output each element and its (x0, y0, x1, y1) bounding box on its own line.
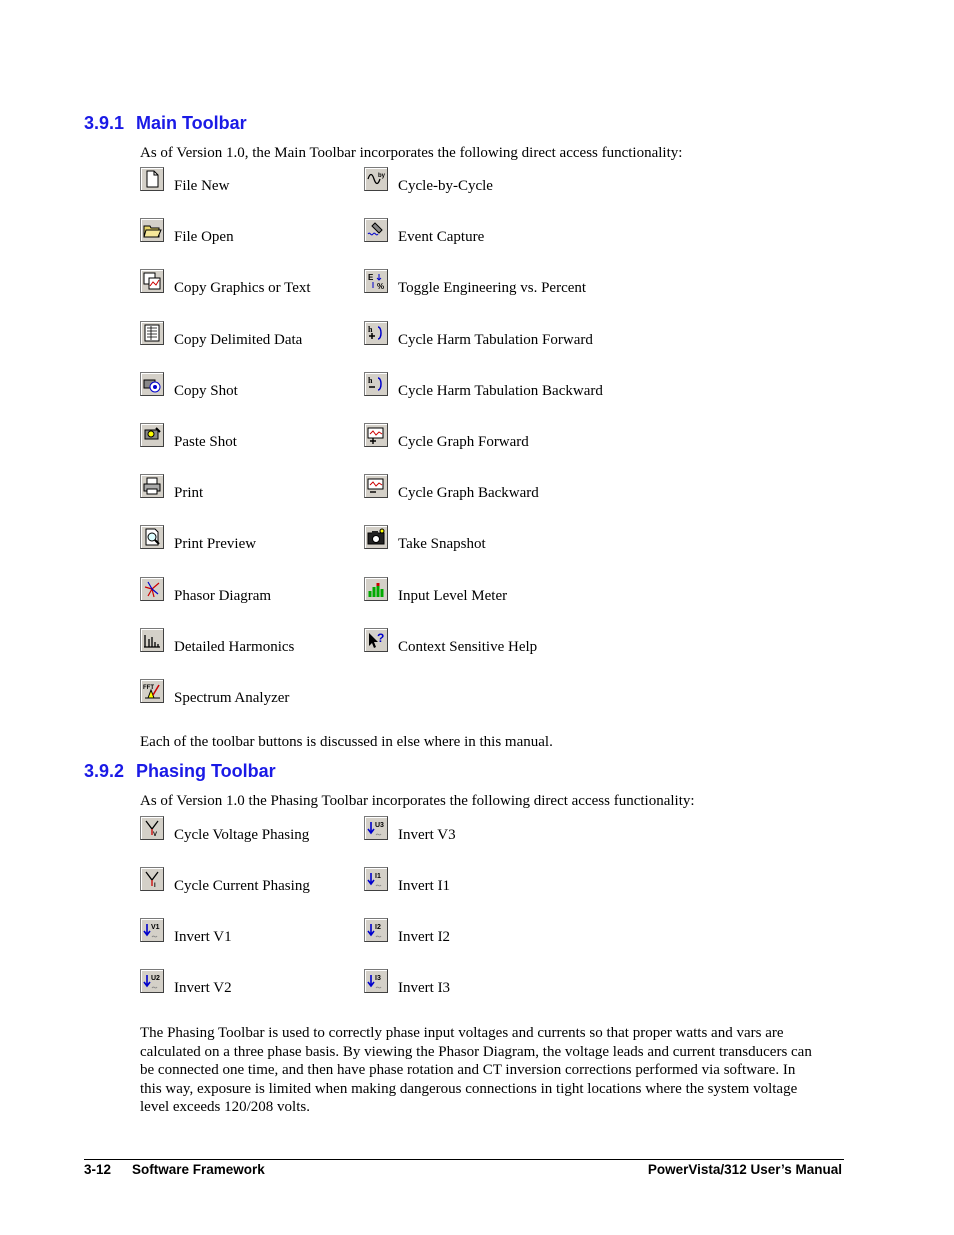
copy-graphics-icon (140, 269, 164, 293)
toolbar-item-label: Take Snapshot (398, 536, 486, 553)
toolbar-item (364, 421, 529, 451)
toolbar-item-label: Copy Delimited Data (174, 331, 303, 348)
svg-text:I3: I3 (375, 975, 381, 982)
toolbar-item (140, 865, 310, 895)
description-line: level exceeds 120/208 volts. (140, 1099, 310, 1115)
invert-v2-icon (140, 969, 164, 993)
toolbar-item (140, 319, 302, 349)
toolbar-item-label: Copy Shot (174, 382, 238, 399)
toolbar-item-label: File New (174, 178, 230, 194)
footer-manual-title: PowerVista/312 User’s Manual (647, 1162, 842, 1177)
toolbar-item (364, 626, 537, 656)
invert-i3-icon (364, 969, 388, 993)
footer-rule (84, 1159, 844, 1160)
toggle-engineering-icon (364, 269, 388, 293)
invert-v1-icon (140, 918, 164, 942)
toolbar-item (364, 865, 450, 895)
toolbar-item (140, 916, 232, 946)
toolbar-item (140, 523, 256, 553)
toolbar-item-label: Invert V2 (174, 980, 232, 996)
invert-i2-icon (364, 918, 388, 942)
main-toolbar-intro: As of Version 1.0, the Main Toolbar incorporates the following direct access functionality: (140, 145, 683, 161)
toolbar-item-label: Cycle Current Phasing (174, 878, 310, 894)
toolbar-item (140, 216, 234, 246)
svg-text:I: I (154, 883, 156, 889)
context-help-icon (364, 628, 388, 652)
toolbar-item-label: Cycle Graph Backward (398, 485, 539, 502)
toolbar-item-label: Copy Graphics or Text (174, 280, 311, 297)
copy-shot-icon (140, 372, 164, 396)
toolbar-item-label: Context Sensitive Help (398, 638, 538, 655)
toolbar-item (364, 370, 603, 400)
camera-icon (364, 525, 388, 549)
toolbar-item-label: Invert I3 (398, 980, 451, 996)
toolbar-item (140, 575, 271, 605)
svg-text:I2: I2 (375, 924, 381, 931)
toolbar-item (364, 165, 493, 195)
harm-tab-forward-icon (364, 321, 388, 345)
cycle-by-cycle-icon (364, 167, 388, 191)
graph-backward-icon (364, 474, 388, 498)
description-line: this way, exposure is limited when making dangerous connections in tight locations where the system voltage (140, 1080, 798, 1097)
toolbar-item (364, 267, 586, 297)
phasing-toolbar-description (140, 1024, 812, 1117)
invert-v3-icon (364, 816, 388, 840)
file-new-icon (140, 167, 164, 191)
copy-delimited-icon (140, 321, 164, 345)
paste-shot-icon (140, 423, 164, 447)
toolbar-item-label: Paste Shot (174, 434, 237, 450)
toolbar-item-label: Print (174, 485, 204, 502)
toolbar-item (364, 575, 507, 605)
file-open-icon (140, 218, 164, 242)
toolbar-item (140, 814, 309, 844)
svg-text:h: h (368, 324, 373, 334)
section-heading-main-toolbar (84, 113, 247, 134)
toolbar-item-label: Detailed Harmonics (174, 638, 295, 655)
event-capture-icon (364, 218, 388, 242)
toolbar-item-label: Spectrum Analyzer (174, 690, 290, 706)
svg-text:U3: U3 (375, 822, 384, 829)
svg-text:E: E (368, 273, 374, 283)
toolbar-item (140, 967, 232, 997)
toolbar-item-label: Print Preview (174, 536, 257, 553)
spectrum-analyzer-icon (140, 679, 164, 703)
detailed-harmonics-icon (140, 628, 164, 652)
svg-text:V1: V1 (151, 924, 160, 931)
section-number: 3.9.2 (84, 761, 125, 781)
svg-text:%: % (377, 282, 385, 292)
toolbar-item-label: Cycle Harm Tabulation Backward (398, 382, 603, 399)
svg-text:V: V (153, 832, 158, 838)
section-title: Main Toolbar (136, 113, 247, 133)
section-number: 3.9.1 (84, 113, 125, 133)
toolbar-item (364, 216, 484, 246)
svg-text:FFT: FFT (143, 685, 154, 691)
cycle-voltage-phasing-icon (140, 816, 164, 840)
toolbar-item (140, 267, 311, 297)
toolbar-item (364, 472, 539, 502)
toolbar-item (364, 967, 450, 997)
toolbar-item-label: Invert V3 (398, 827, 456, 843)
toolbar-item (364, 814, 456, 844)
description-line: calculated on a three phase basis. By viewing the Phasor Diagram, the voltage leads and current transducers can (140, 1043, 812, 1060)
svg-text:by: by (378, 173, 386, 179)
toolbar-item (364, 916, 450, 946)
toolbar-item (140, 626, 294, 656)
footer-chapter: Software Framework (132, 1162, 265, 1177)
section-title: Phasing Toolbar (136, 761, 276, 781)
section-heading-phasing-toolbar (84, 761, 276, 782)
toolbar-item (140, 677, 289, 707)
toolbar-item-label: Invert V1 (174, 929, 232, 945)
toolbar-item-label: Event Capture (398, 229, 485, 246)
cycle-current-phasing-icon (140, 867, 164, 891)
description-line: The Phasing Toolbar is used to correctly phase input voltages and currents so that proper watts and vars are (140, 1025, 784, 1041)
svg-text:?: ? (377, 630, 385, 645)
toolbar-item (140, 165, 229, 195)
toolbar-item-label: Toggle Engineering vs. Percent (398, 280, 587, 297)
toolbar-item (140, 421, 237, 451)
toolbar-item (140, 472, 203, 502)
toolbar-item-label: File Open (174, 229, 234, 246)
toolbar-item-label: Input Level Meter (398, 587, 508, 604)
main-toolbar-closing: Each of the toolbar buttons is discussed in else where in this manual. (140, 734, 553, 750)
toolbar-item-label: Phasor Diagram (174, 587, 272, 604)
toolbar-item (364, 319, 593, 349)
toolbar-item-label: Invert I2 (398, 929, 451, 945)
phasor-diagram-icon (140, 577, 164, 601)
toolbar-item-label: Cycle Graph Forward (398, 434, 529, 450)
description-line: be connected one time, and then have phase rotation and CT inversion corrections performed via software. In (140, 1062, 796, 1078)
toolbar-item-label: Cycle Voltage Phasing (174, 827, 310, 843)
print-preview-icon (140, 525, 164, 549)
invert-i1-icon (364, 867, 388, 891)
toolbar-item-label: Cycle Harm Tabulation Forward (398, 331, 593, 348)
footer-page-number: 3-12 (84, 1162, 112, 1177)
graph-forward-icon (364, 423, 388, 447)
toolbar-item-label: Cycle-by-Cycle (398, 178, 493, 194)
print-icon (140, 474, 164, 498)
svg-text:U2: U2 (151, 975, 160, 982)
phasing-toolbar-intro: As of Version 1.0 the Phasing Toolbar incorporates the following direct access functionality: (140, 793, 695, 809)
svg-text:I1: I1 (375, 873, 381, 880)
svg-text:h: h (368, 375, 373, 385)
harm-tab-backward-icon (364, 372, 388, 396)
toolbar-item (364, 523, 486, 553)
level-meter-icon (364, 577, 388, 601)
toolbar-item-label: Invert I1 (398, 878, 451, 894)
toolbar-item (140, 370, 238, 400)
